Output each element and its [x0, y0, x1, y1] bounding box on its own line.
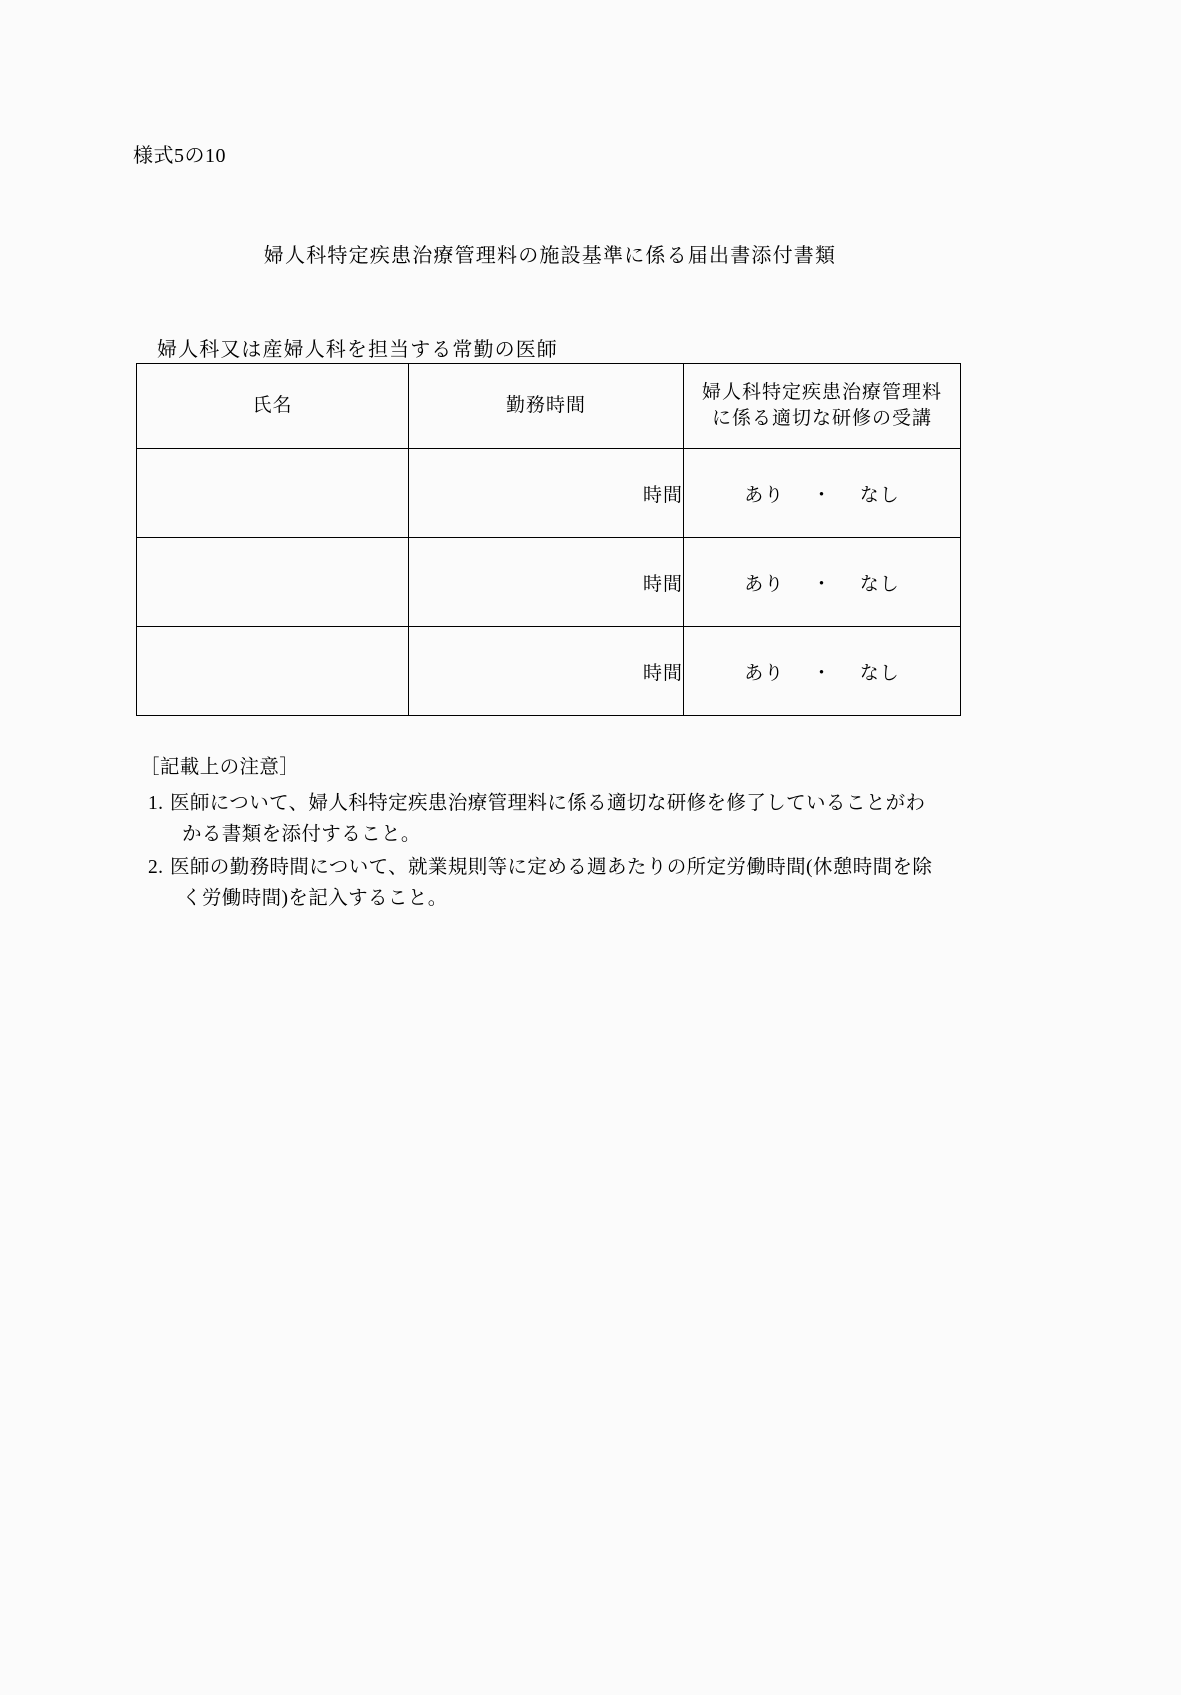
note-item: [140, 788, 1020, 851]
section-label-doctors: 婦人科又は産婦人科を担当する常勤の医師: [157, 339, 558, 361]
working-hours-cell[interactable]: 時間: [409, 538, 684, 627]
name-input-cell[interactable]: [137, 538, 409, 627]
training-option-separator: ・: [811, 662, 832, 684]
note-item: [140, 852, 1020, 915]
form-code: 様式5の10: [133, 145, 226, 167]
training-choice-cell[interactable]: [684, 449, 961, 538]
table-header-row: [137, 364, 961, 449]
training-option-yes[interactable]: あり: [744, 662, 785, 684]
training-option-no[interactable]: なし: [859, 573, 900, 595]
training-option-no[interactable]: なし: [859, 484, 900, 506]
name-input-cell[interactable]: [137, 627, 409, 716]
column-header-training-text: [684, 380, 960, 431]
training-option-yes[interactable]: あり: [744, 484, 785, 506]
note-line: く労働時間)を記入すること。: [182, 888, 448, 910]
working-hours-cell[interactable]: 時間: [409, 449, 684, 538]
note-number: 1.: [148, 792, 164, 814]
column-header-name: 氏名: [137, 364, 409, 449]
training-option-no[interactable]: なし: [859, 662, 900, 684]
doctor-table: [136, 363, 961, 716]
note-number: 2.: [148, 856, 164, 878]
column-header-training: [684, 364, 961, 449]
training-option-separator: ・: [811, 573, 832, 595]
training-choice-cell[interactable]: [684, 538, 961, 627]
note-line: 医師について、婦人科特定疾患治療管理料に係る適切な研修を修了していることがわ: [170, 792, 926, 814]
table-row: [137, 538, 961, 627]
training-choice-cell[interactable]: [684, 627, 961, 716]
column-header-training-line1: 婦人科特定疾患治療管理料: [701, 382, 942, 404]
note-line: 医師の勤務時間について、就業規則等に定める週あたりの所定労働時間(休憩時間を除: [170, 856, 933, 878]
column-header-training-line2: に係る適切な研修の受講: [711, 408, 932, 429]
table-row: [137, 627, 961, 716]
training-option-yes[interactable]: あり: [744, 573, 785, 595]
table-row: [137, 449, 961, 538]
notes-title: ［記載上の注意］: [140, 757, 300, 778]
training-option-separator: ・: [811, 484, 832, 506]
column-header-working-hours: 勤務時間: [409, 364, 684, 449]
notes-section: [140, 752, 1020, 916]
note-line: かる書類を添付すること。: [182, 824, 421, 846]
document-title: 婦人科特定疾患治療管理料の施設基準に係る届出書添付書類: [263, 245, 837, 267]
name-input-cell[interactable]: [137, 449, 409, 538]
working-hours-cell[interactable]: 時間: [409, 627, 684, 716]
